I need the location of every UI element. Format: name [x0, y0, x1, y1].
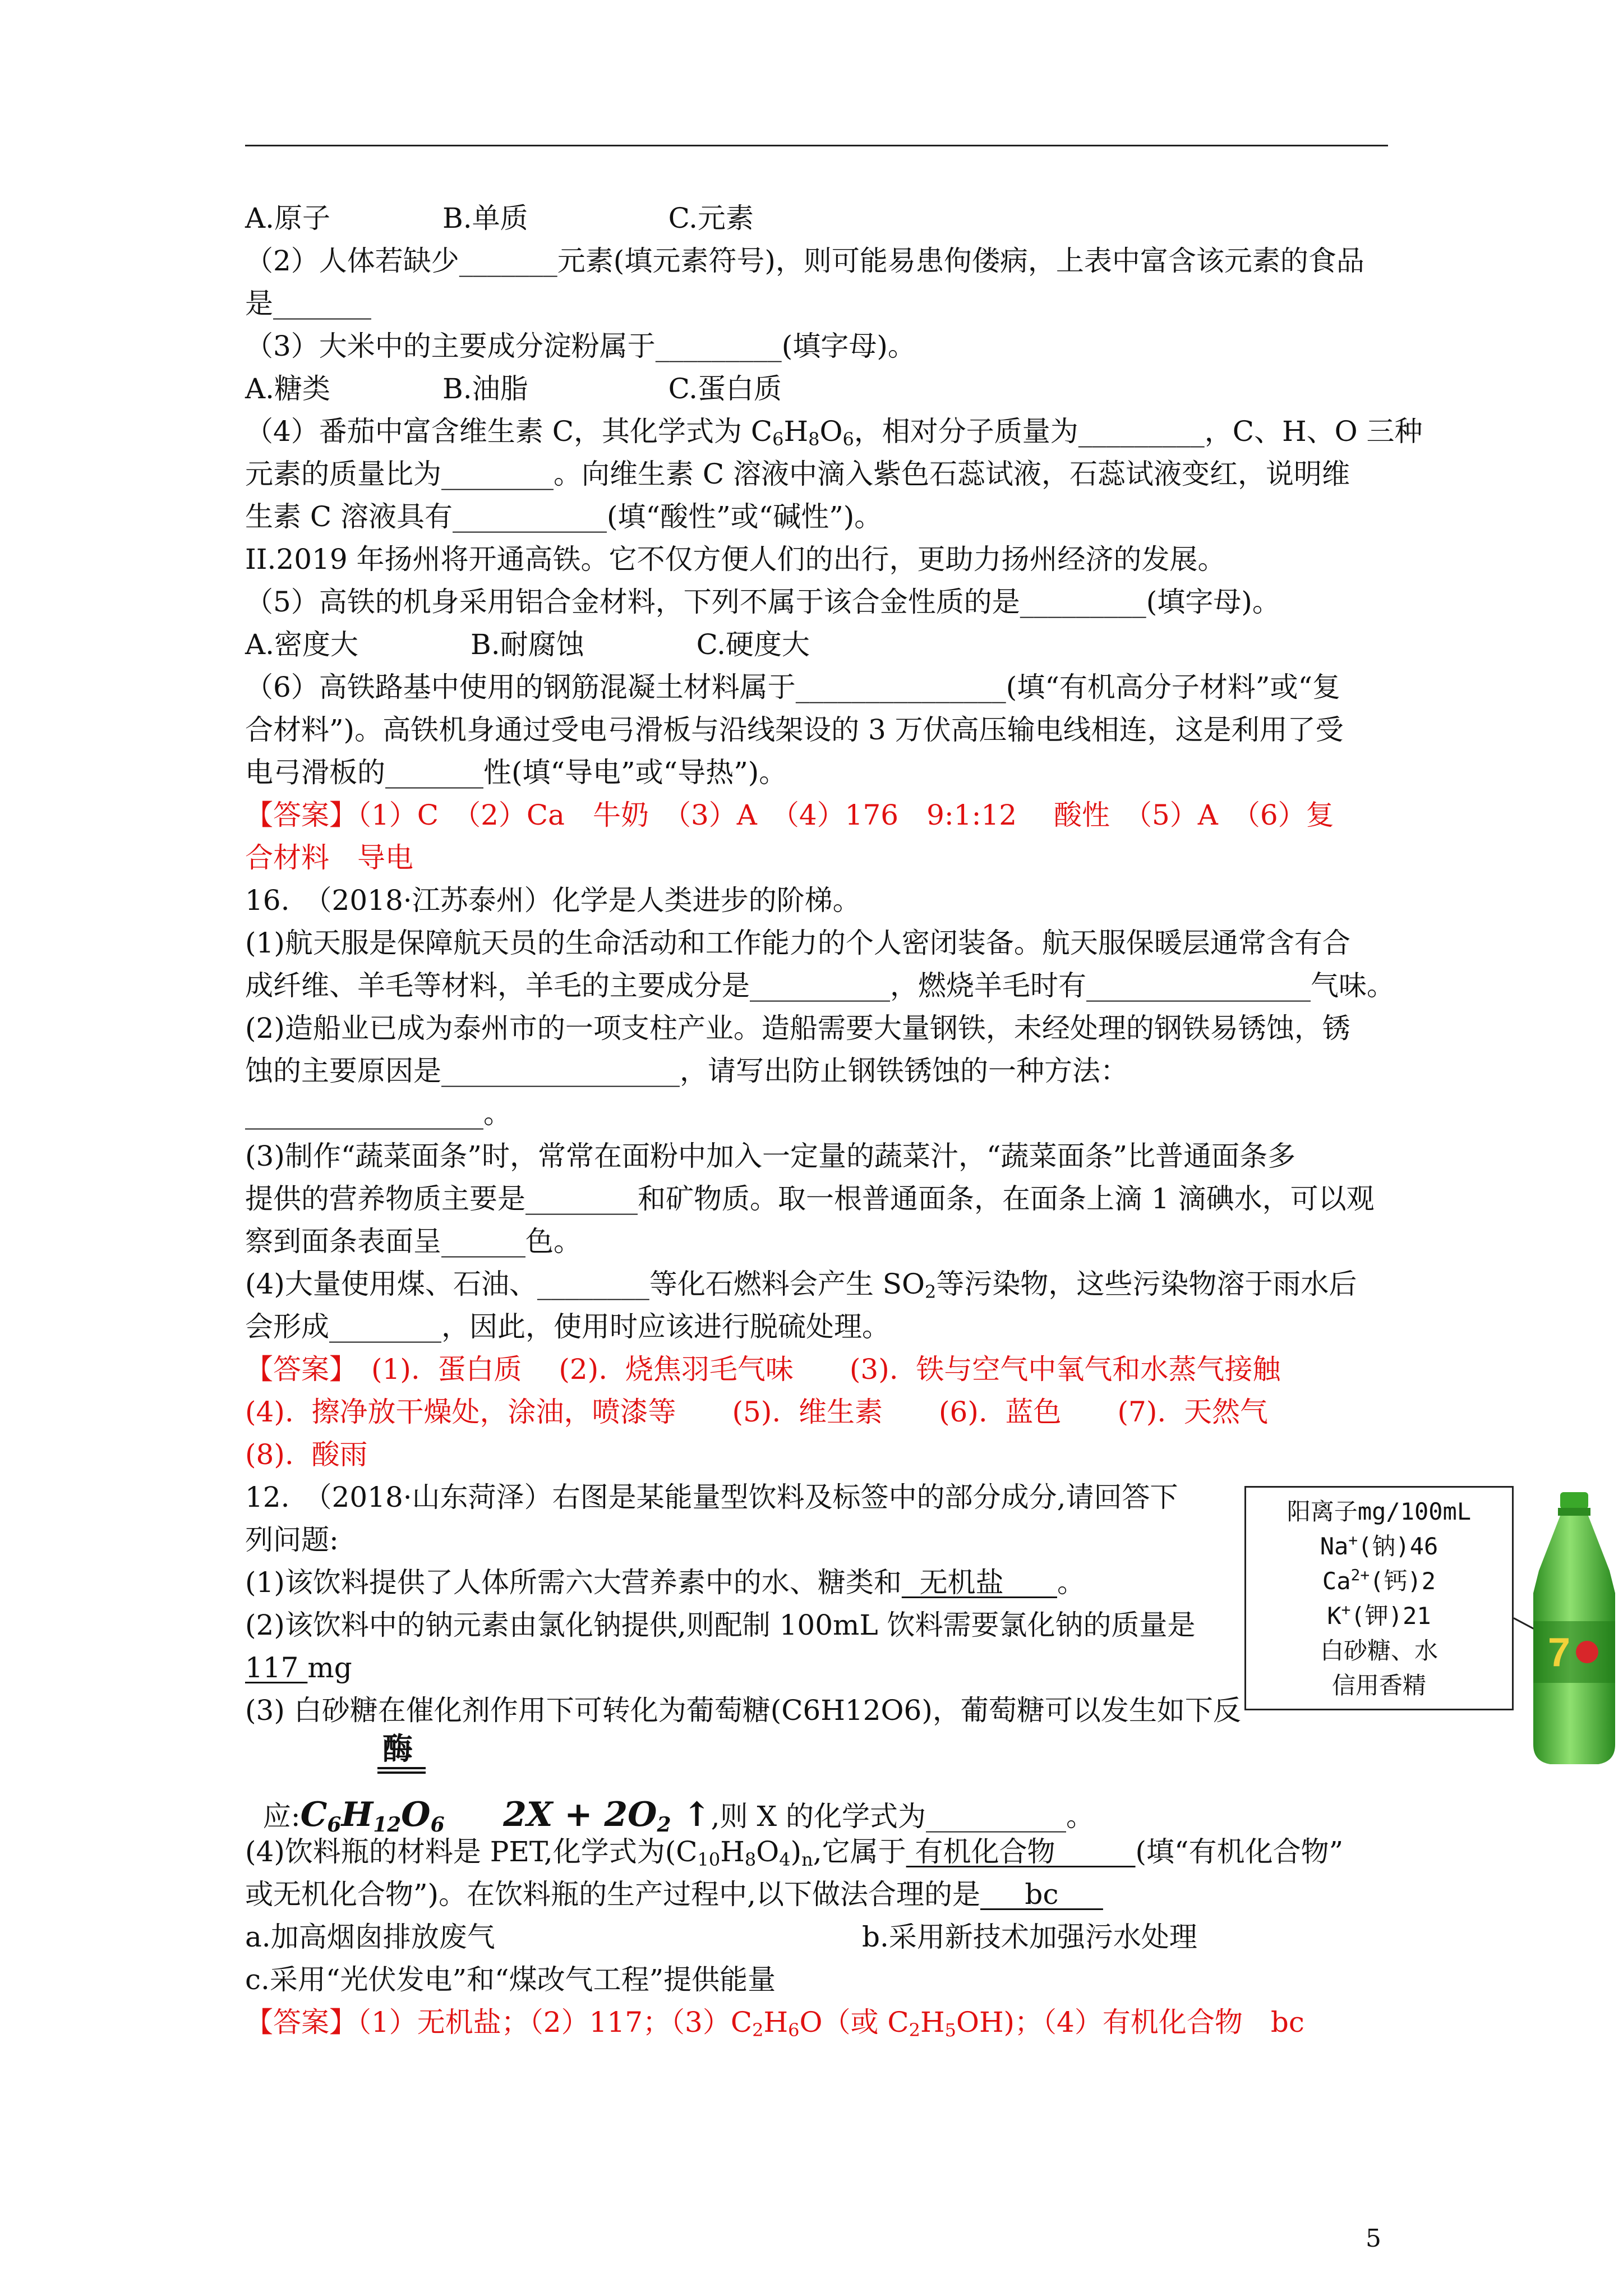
q-line: 会形成________，因此，使用时应该进行脱硫处理。 — [245, 1310, 890, 1343]
answer-line: 【答案】 (1). 蛋白质 (2). 烧焦羽毛气味 (3). 铁与空气中氧气和水蒸气接触 — [245, 1353, 1281, 1386]
text: ,则 X 的化学式为__________。 — [711, 1800, 1094, 1833]
text: （1）无机盐；（2）117；（3）C — [357, 2006, 753, 2039]
double-line-arrow — [377, 1767, 426, 1774]
option-c: c.采用“光伏发电”和“煤改气工程”提供能量 — [245, 1963, 776, 1996]
q-line: (3) 白砂糖在催化剂作用下可转化为葡萄糖(C6H12O6)，葡萄糖可以发生如下反 — [245, 1694, 1241, 1727]
q-line: 生素 C 溶液具有___________(填“酸性”或“碱性”)。 — [245, 500, 883, 533]
text: H — [763, 2006, 789, 2039]
q-line — [245, 1267, 1357, 1301]
q-line — [245, 1877, 1103, 1912]
page-number: 5 — [1366, 2224, 1381, 2253]
text: OH)；（4）有机化合物 bc — [956, 2006, 1304, 2039]
text: H — [783, 415, 809, 448]
text: 等污染物，这些污染物溶于雨水后 — [936, 1268, 1357, 1300]
text: (钙)2 — [1370, 1567, 1436, 1595]
q-line: 元素的质量比为________。向维生素 C 溶液中滴入紫色石蕊试液，石蕊试液变红，说明维 — [245, 458, 1350, 490]
text: Ca — [1322, 1567, 1351, 1595]
text: ,它属于 — [813, 1835, 906, 1868]
q-line — [245, 1650, 352, 1685]
header-rule — [245, 145, 1388, 146]
q-line: 合材料”)。高铁机身通过受电弓滑板与沿线架设的 3 万伏高压输电线相连，这是利用了受 — [245, 714, 1344, 746]
answer-line: 【答案】（1）C （2）Ca 牛奶 （3）A （4）176 9:1:12 酸性 （5）A （6）复 — [245, 799, 1334, 831]
text: O（或 C — [799, 2006, 909, 2039]
text: mg — [307, 1651, 352, 1684]
q-line: 提供的营养物质主要是________和矿物质。取一根普通面条，在面条上滴 1 滴碘水，可以观 — [245, 1182, 1375, 1215]
option-a: a.加高烟囱排放废气 — [245, 1921, 495, 1953]
q-line: A.密度大 B.耐腐蚀 C.硬度大 — [245, 628, 810, 661]
q-line: (2)造船业已成为泰州市的一项支柱产业。造船需要大量钢铁，未经处理的钢铁易锈蚀，锈 — [245, 1012, 1350, 1045]
enzyme-label: 酶 — [382, 1731, 413, 1766]
drink-label-box — [1244, 1486, 1514, 1710]
question-12-title: 12. （2018·山东菏泽）右图是某能量型饮料及标签中的部分成分,请回答下 — [245, 1481, 1178, 1513]
q-line: （5）高铁的机身采用铝合金材料，下列不属于该合金性质的是_________(填字母)。 — [245, 586, 1280, 618]
svg-text:7: 7 — [1548, 1630, 1571, 1675]
answer-underline: 无机盐 — [901, 1566, 1057, 1599]
text: 应: — [262, 1800, 301, 1833]
q-line: 是_______ — [245, 287, 371, 320]
label-line: $Ca^{2+}$(钙)2 — [1322, 1566, 1436, 1595]
subscript: 2 — [924, 1281, 937, 1303]
q-line: A.原子 B.单质 C.元素 — [245, 202, 754, 234]
answer-line: (8). 酸雨 — [245, 1438, 368, 1471]
text: 或无机化合物”)。在饮料瓶的生产过程中,以下做法合理的是 — [245, 1878, 980, 1911]
q-line — [245, 1565, 1085, 1600]
text: (填“有机化合物” — [1135, 1835, 1344, 1868]
text: 。 — [1057, 1566, 1085, 1599]
text: H — [920, 2006, 945, 2039]
q-line: （4）番茄中富含维生素 C，其化学式为 $C_6H_8O_6$，相对分子质量为_________，C、H、O 三种 — [245, 415, 1423, 450]
text: ，相对分子质量为_________，C、H、O 三种 — [854, 415, 1423, 448]
q-line: (1)航天服是保障航天员的生命活动和工作能力的个人密闭装备。航天服保暖层通常含有合 — [245, 927, 1350, 959]
q-line: II.2019 年扬州将开通高铁。它不仅方便人们的出行，更助力扬州经济的发展。 — [245, 543, 1226, 576]
text: (钾)21 — [1350, 1602, 1431, 1630]
label-line: K+(钾)21 — [1327, 1600, 1431, 1630]
q-line: （3）大米中的主要成分淀粉属于_________(填字母)。 — [245, 330, 916, 362]
q-line: 成纤维、羊毛等材料，羊毛的主要成分是__________，燃烧羊毛时有________________气味。 — [245, 969, 1395, 1002]
q-line: 电弓滑板的_______性(填“导电”或“导热”)。 — [245, 756, 787, 789]
text: (钠)46 — [1358, 1533, 1438, 1560]
label-line: 信用香精 — [1331, 1672, 1426, 1699]
question-16-title: 16. （2018·江苏泰州）化学是人类进步的阶梯。 — [245, 884, 861, 917]
text: (1)该饮料提供了人体所需六大营养素中的水、糖类和 — [245, 1566, 902, 1599]
label-line: Na+(钠)46 — [1320, 1531, 1438, 1560]
q-line: (2)该饮料中的钠元素由氯化钠提供,则配制 100mL 饮料需要氯化钠的质量是 — [245, 1609, 1196, 1641]
option-b: b.采用新技术加强污水处理 — [862, 1921, 1197, 1953]
text: (4)大量使用煤、石油、________等化石燃料会产生 SO — [245, 1268, 925, 1300]
answer-underline: 有机化合物 — [906, 1835, 1136, 1868]
answer-line: (4). 擦净放干燥处，涂油，喷漆等 (5). 维生素 (6). 蓝色 (7). 天然气 — [245, 1396, 1269, 1428]
text: O — [819, 415, 843, 448]
text: Na — [1320, 1533, 1349, 1560]
q-line: (3)制作“蔬菜面条”时，常常在面粉中加入一定量的蔬菜汁，“蔬菜面条”比普通面条多 — [245, 1140, 1296, 1172]
q-line: _________________。 — [245, 1097, 511, 1130]
q-line: 察到面条表面呈______色。 — [245, 1225, 582, 1258]
drink-bottle-image — [1525, 1492, 1623, 1767]
q-line: （6）高铁路基中使用的钢筋混凝土材料属于_______________(填“有机高分子材料”或“复 — [245, 671, 1341, 703]
answer-underline: bc — [980, 1878, 1103, 1911]
q-line: 列问题: — [245, 1524, 339, 1556]
text: ) — [790, 1835, 802, 1868]
q-line: (4)饮料瓶的材料是 PET,化学式为$(C_{10}H_8O_4)_n$,它属于 有机化合物 (填“有机化合物” — [245, 1835, 1344, 1870]
q-line: （2）人体若缺少_______元素(填元素符号)，则可能易患佝偻病，上表中富含该元素的食品 — [245, 245, 1364, 277]
answer-underline: 117 — [245, 1651, 308, 1684]
q-line: A.糖类 B.油脂 C.蛋白质 — [245, 372, 782, 405]
q-line: 蚀的主要原因是_________________，请写出防止钢铁锈蚀的一种方法： — [245, 1055, 1128, 1087]
label-line: 白砂糖、水 — [1320, 1637, 1438, 1664]
text: 【答案】 — [245, 2006, 357, 2039]
answer-line: 【答案】（1）无机盐；（2）117；$(3)C_2H_6O$（或 $C_2H_5OH$)；（4）有机化合物 bc — [245, 2006, 1304, 2041]
text: K — [1327, 1602, 1341, 1630]
text: (4)饮料瓶的材料是 PET,化学式为(C — [245, 1835, 698, 1868]
text: （4）番茄中富含维生素 C，其化学式为 C — [245, 415, 773, 448]
equation-formula: $C_6H_{12}O_6$ $2X + 2O_2$ ↑ — [300, 1795, 711, 1837]
answer-line: 合材料 导电 — [245, 841, 413, 874]
label-line: 阳离子mg/100mL — [1287, 1498, 1472, 1525]
equation-line — [245, 1747, 1094, 1839]
